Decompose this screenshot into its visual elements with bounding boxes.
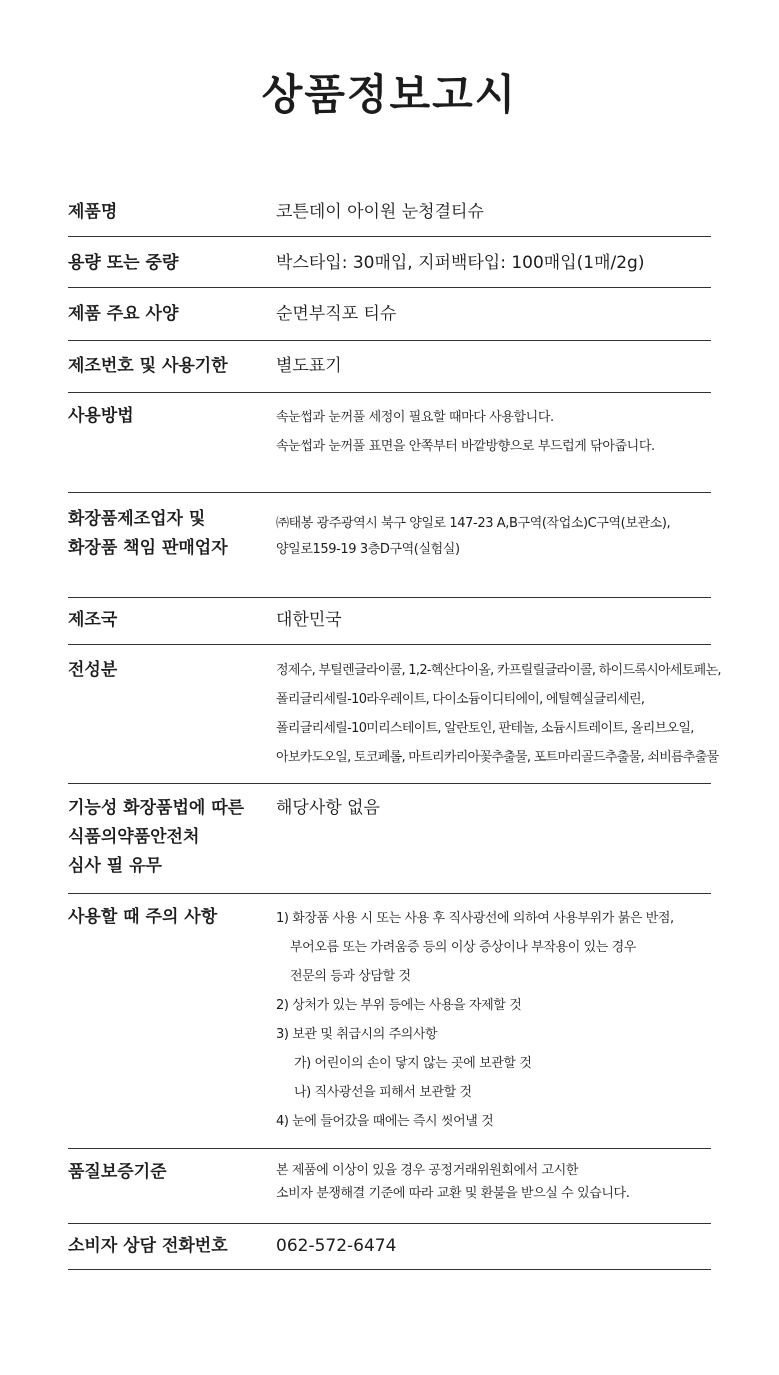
info-row-specification [68,288,711,341]
value-line: 코튼데이 아이원 눈청결티슈 [276,202,484,222]
value-line: 순면부직포 티슈 [276,304,397,324]
value-line: 가) 어린이의 손이 닿지 않는 곳에 보관할 것 [294,1056,532,1071]
row-label [68,505,228,563]
row-label [68,794,244,881]
value-line: 1) 화장품 사용 시 또는 사용 후 직사광선에 의하여 사용부위가 붉은 반점, [276,911,674,926]
value-line: 속눈썹과 눈꺼풀 세정이 필요할 때마다 사용합니다. [276,410,554,425]
value-line: 본 제품에 이상이 있을 경우 공정거래위원회에서 고시한 [276,1163,579,1178]
label-line: 소비자 상담 전화번호 [68,1236,228,1256]
value-line: 나) 직사광선을 피해서 보관할 것 [294,1085,472,1100]
value-line: 해당사항 없음 [276,798,380,818]
row-label [68,656,117,685]
row-value [276,656,721,772]
value-line: 소비자 분쟁해결 기준에 따라 교환 및 환불을 받으실 수 있습니다. [276,1186,630,1201]
label-line: 제품명 [68,202,118,222]
label-line: 품질보증기준 [68,1162,167,1182]
value-line: 폴리글리세릴-10미리스테이트, 알란토인, 판테놀, 소듐시트레이트, 올리브오일, [276,721,694,736]
row-value [276,606,711,635]
value-line: 별도표기 [276,356,342,376]
info-row-functional-review [68,784,711,894]
row-value [276,403,711,461]
info-row-country [68,598,711,645]
info-row-capacity [68,237,711,288]
label-line: 화장품 책임 판매업자 [68,538,228,558]
info-row-batch-expiry [68,341,711,393]
label-line: 사용방법 [68,406,134,426]
value-line: 정제수, 부틸렌글라이콜, 1,2-헥산다이올, 카프릴릴글라이콜, 하이드록시아세토페논, [276,663,721,678]
info-row-manufacturer [68,493,711,598]
row-label [68,352,228,381]
label-line: 심사 필 유무 [68,856,162,876]
page-title: 상품정보고시 [261,70,518,119]
value-line: 전문의 등과 상담할 것 [290,969,411,984]
row-label [68,606,117,635]
value-line: 양일로159-19 3층D구역(실험실) [276,542,460,557]
value-line: 2) 상처가 있는 부위 등에는 사용을 자제할 것 [276,998,522,1013]
value-line: 4) 눈에 들어갔을 때에는 즉시 씻어낼 것 [276,1114,494,1129]
label-line: 제조번호 및 사용기한 [68,356,228,376]
info-row-usage [68,393,711,493]
row-label [68,1158,167,1187]
row-value [276,1159,711,1205]
row-label [68,1232,228,1261]
row-label [68,300,178,329]
info-row-quality-guarantee [68,1149,711,1224]
value-line: 폴리글리세릴-10라우레이트, 다이소듐이디티에이, 에틸헥실글리세린, [276,692,645,707]
value-line: 062-572-6474 [276,1236,397,1256]
value-line: 박스타입: 30매입, 지퍼백타입: 100매입(1매/2g) [276,253,645,273]
value-line: ㈜태봉 광주광역시 북구 양일로 147-23 A,B구역(작업소)C구역(보관소), [276,516,671,531]
info-row-ingredients [68,645,721,784]
row-value [276,904,711,1136]
label-line: 제품 주요 사양 [68,304,179,324]
row-label [68,903,217,932]
label-line: 용량 또는 중량 [68,253,179,273]
value-line: 아보카도오일, 토코페롤, 마트리카리아꽃추출물, 포트마리골드추출물, 쇠비름추출물 [276,750,719,765]
info-row-customer-phone [68,1224,711,1270]
label-line: 전성분 [68,660,118,680]
row-value [276,198,711,227]
info-row-precautions [68,894,711,1149]
row-value [276,1232,711,1261]
row-label [68,402,134,431]
label-line: 제조국 [68,610,118,630]
value-line: 부어오름 또는 가려움증 등의 이상 증상이나 부작용이 있는 경우 [290,940,636,955]
value-line: 속눈썹과 눈꺼풀 표면을 안쪽부터 바깥방향으로 부드럽게 닦아줍니다. [276,439,655,454]
row-label [68,249,178,278]
row-value [276,352,711,381]
label-line: 사용할 때 주의 사항 [68,907,218,927]
label-line: 식품의약품안전처 [68,827,200,847]
info-row-product-name [68,186,711,237]
value-line: 대한민국 [276,610,342,630]
row-value [276,794,711,823]
row-value [276,511,711,563]
row-value [276,300,711,329]
label-line: 화장품제조업자 및 [68,509,206,529]
value-line: 3) 보관 및 취급시의 주의사항 [276,1027,438,1042]
label-line: 기능성 화장품법에 따른 [68,798,245,818]
row-value [276,249,711,278]
row-label [68,198,117,227]
